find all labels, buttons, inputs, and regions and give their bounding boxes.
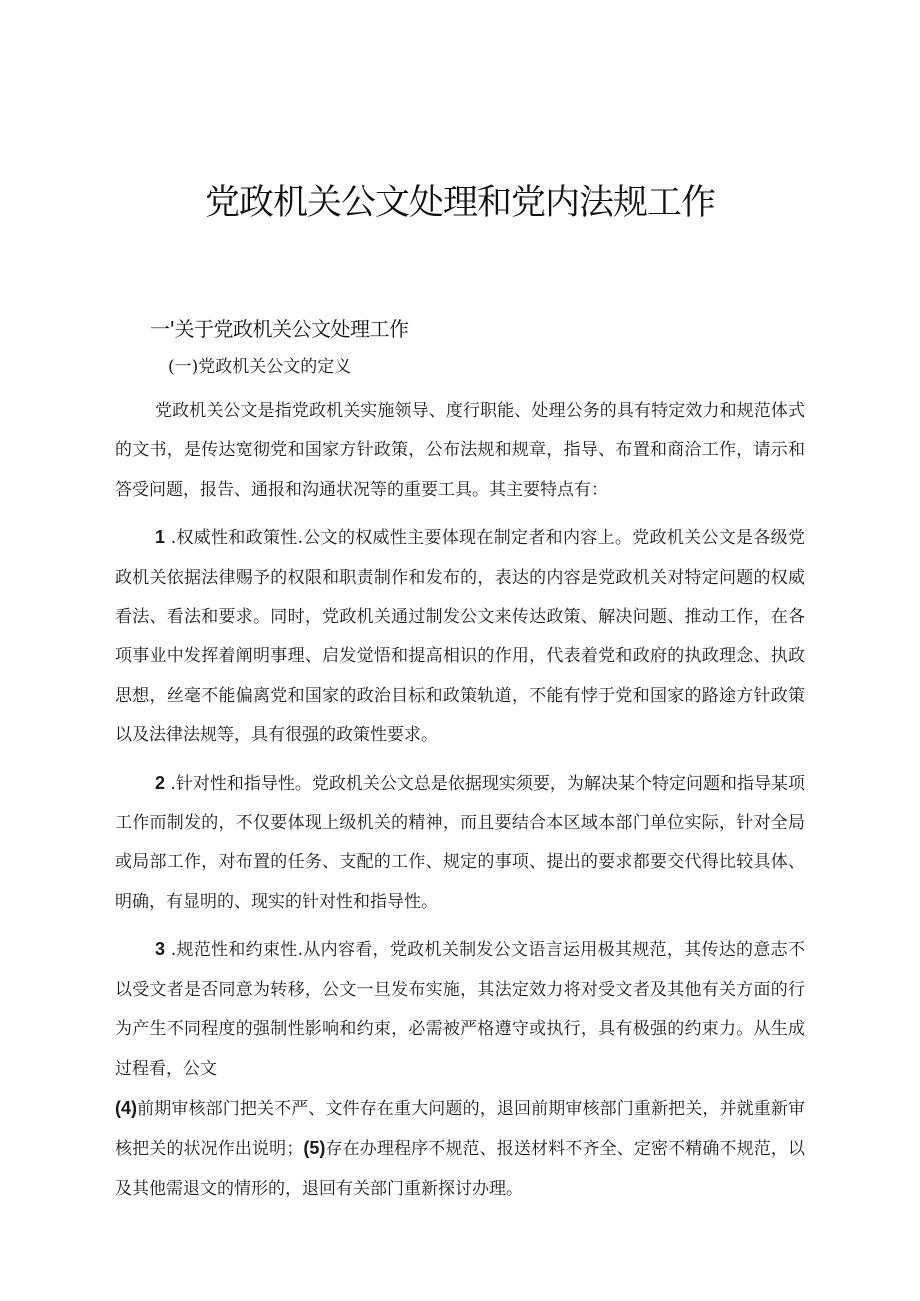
paragraph-item-2 bbox=[115, 764, 805, 923]
item-number: 3 bbox=[155, 939, 166, 960]
item-text: .规范性和约束性.从内容看，党政机关制发公文语言运用极其规范，其传达的意志不以受文者是否同意为转移，公文一旦发布实施，其法定效力将对受文者及其他有关方面的行为产生不同程度的强制性影响和约束，必需被严格遵守或执行，具有极强的约束力。从生成过程看，公文 bbox=[115, 940, 805, 1079]
document-body bbox=[115, 392, 805, 1209]
item-number: 1 bbox=[155, 527, 166, 548]
subsection-heading: (一)党政机关公文的定义 bbox=[168, 357, 352, 377]
item-number: (5) bbox=[303, 1138, 326, 1159]
item-text: 存在办理程序不规范、报送材料不齐全、定密不精确不规范，以及其他需退文的情形的，退回有关部门重新探讨办理。 bbox=[115, 1139, 806, 1199]
paragraph-item-3 bbox=[115, 930, 805, 1089]
item-text: .权威性和政策性.公文的权威性主要体现在制定者和内容上。党政机关公文是各级党政机关依据法律赐予的权限和职责制作和发布的，表达的内容是党政机关对特定问题的权威看法、看法和要求。同时，党政机关通过制发公文来传达政策、解决问题、推动工作，在各项事业中发挥着阐明事理、启发觉悟和提高相识的作用，代表着党和政府的执政理念、执政思想，丝毫不能偏离党和国家的政治目标和政策轨道，不能有悖于党和国家的路途方针政策以及法律法规等，具有很强的政策性要求。 bbox=[115, 528, 805, 746]
item-number: 2 bbox=[155, 772, 166, 793]
item-text: .针对性和指导性。党政机关公文总是依据现实须要，为解决某个特定问题和指导某项工作而制发的，不仅要体现上级机关的精神，而且要结合本区域本部门单位实际，针对全局或局部工作，对布置的任务、支配的工作、规定的事项、提出的要求都要交代得比较具体、明确，有显明的、现实的针对性和指导性。 bbox=[115, 773, 805, 912]
item-text: 前期审核部门把关不严、文件存在重大问题的，退回前期审核部门重新把关，并就重新审核把关的状况作出说明； bbox=[115, 1098, 805, 1160]
paragraph-item-1 bbox=[115, 518, 805, 755]
intro-paragraph: 党政机关公文是指党政机关实施领导、度行职能、处理公务的具有特定效力和规范体式的文书，是传达宽彻党和国家方针政策，公布法规和规章，指导、布置和商洽工作，请示和答受问题，报告、通报和沟通状况等的重要工具。其主要特点有： bbox=[115, 401, 805, 500]
document-title: 党政机关公文处理和党内法规工作 bbox=[204, 183, 715, 223]
section-heading: 一'关于党政机关公文处理工作 bbox=[150, 317, 409, 341]
paragraph-item-4-5 bbox=[115, 1089, 805, 1209]
item-number: (4) bbox=[115, 1097, 137, 1118]
